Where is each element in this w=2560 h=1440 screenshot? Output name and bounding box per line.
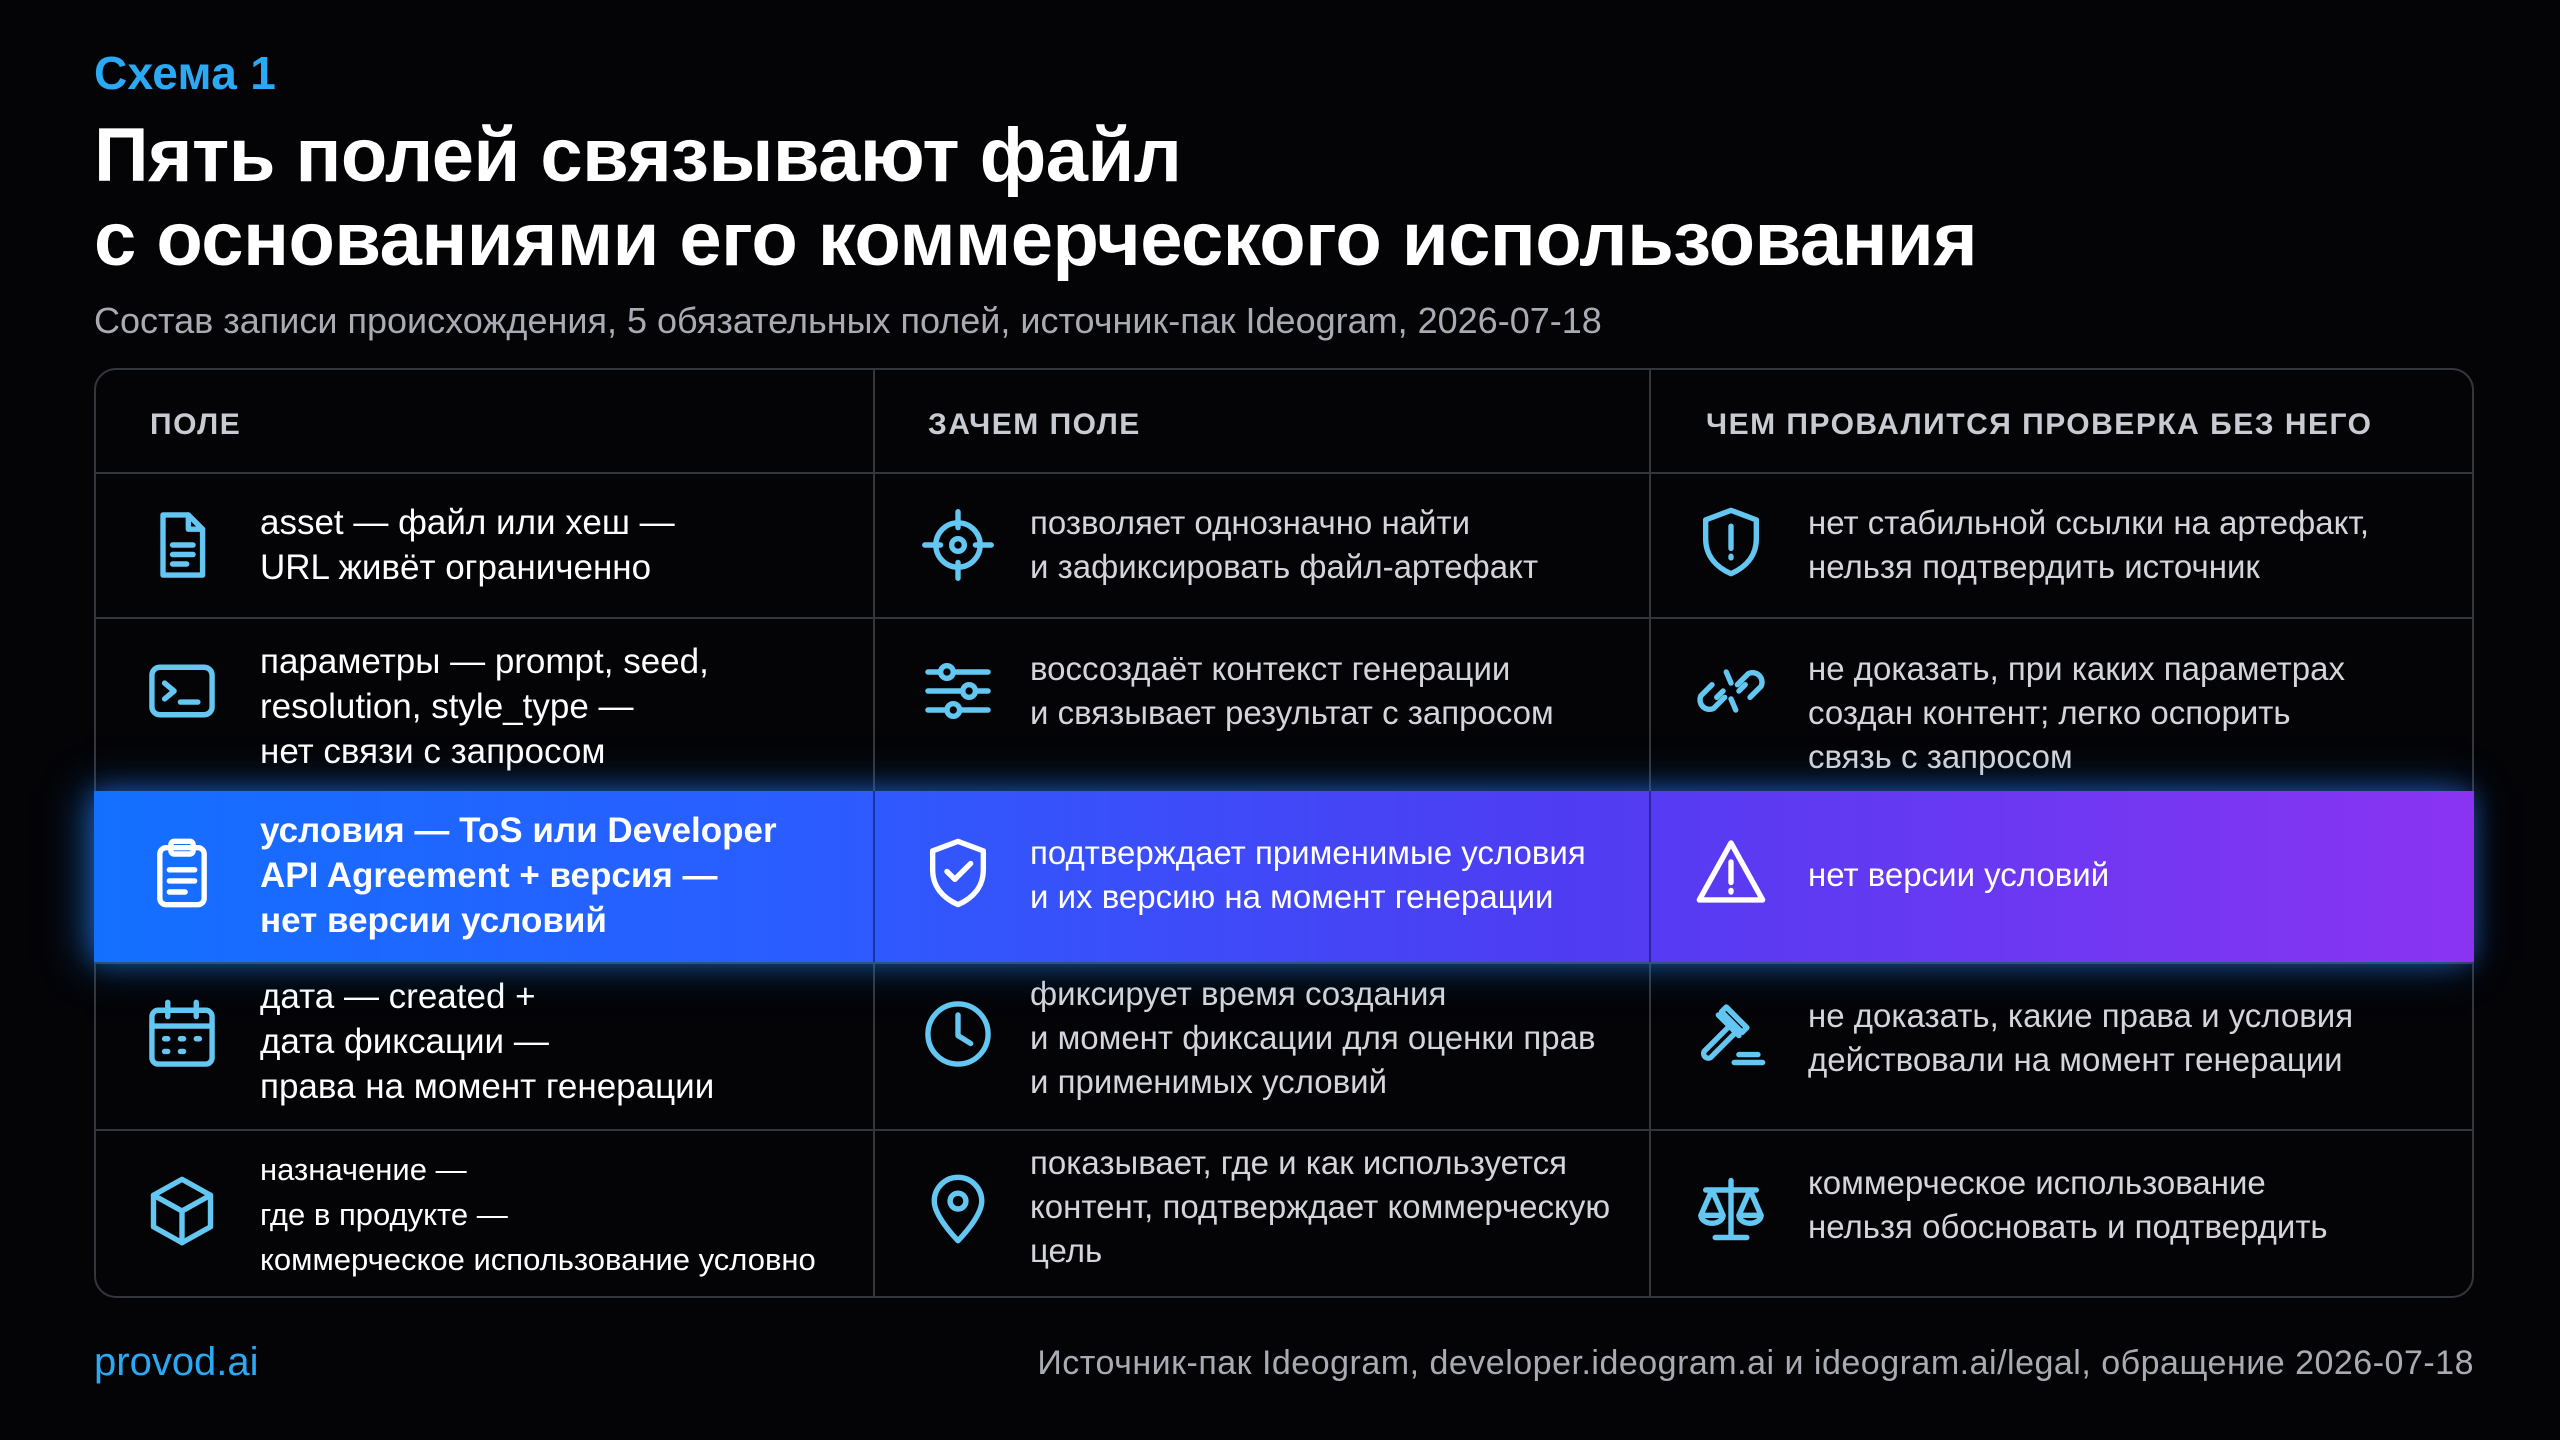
purpose-line: и связывает результат с запросом: [1030, 694, 1554, 731]
title-line-2: с основаниями его коммерческого использования: [94, 197, 1978, 282]
purpose-line: подтверждает применимые условия: [1030, 834, 1586, 871]
field-cell: [260, 639, 709, 774]
map-pin-icon: [920, 1171, 996, 1247]
failure-line: нельзя обосновать и подтвердить: [1808, 1208, 2328, 1245]
field-cell: [260, 500, 675, 590]
column-divider: [873, 791, 875, 962]
title-line-1: Пять полей связывают файл: [94, 113, 1182, 198]
broken-link-icon: [1693, 653, 1769, 729]
page-title: [94, 114, 2294, 282]
field-cell: [260, 974, 714, 1109]
section-label: Схема 1: [94, 47, 277, 99]
crosshair-icon: [920, 507, 996, 583]
calendar-icon: [144, 996, 220, 1072]
purpose-cell: [1030, 1141, 1610, 1273]
column-header-purpose: ЗАЧЕМ ПОЛЕ: [928, 408, 1141, 441]
purpose-line: и момент фиксации для оценки прав: [1030, 1019, 1596, 1056]
failure-line: нет стабильной ссылки на артефакт,: [1808, 504, 2370, 541]
failure-line: связь с запросом: [1808, 738, 2073, 775]
field-line: коммерческое использование условно: [260, 1242, 816, 1277]
terminal-icon: [144, 653, 220, 729]
failure-cell: [1808, 853, 2109, 897]
purpose-line: и зафиксировать файл-артефакт: [1030, 548, 1539, 585]
field-line: дата фиксации —: [260, 1022, 549, 1061]
warning-triangle-icon: [1693, 835, 1769, 911]
column-header-field: ПОЛЕ: [150, 408, 242, 441]
brand-logo-text: provod.ai: [94, 1340, 259, 1384]
field-line: нет версии условий: [260, 901, 607, 940]
column-header-failure: ЧЕМ ПРОВАЛИТСЯ ПРОВЕРКА БЕЗ НЕГО: [1706, 408, 2373, 441]
shield-alert-icon: [1693, 504, 1769, 580]
failure-cell: [1808, 994, 2353, 1082]
field-line: назначение —: [260, 1152, 467, 1187]
table-row-parameters: [96, 619, 2472, 791]
failure-line: нельзя подтвердить источник: [1808, 548, 2260, 585]
purpose-line: и применимых условий: [1030, 1063, 1388, 1100]
failure-line: коммерческое использование: [1808, 1164, 2266, 1201]
failure-line: создан контент; легко оспорить: [1808, 694, 2291, 731]
field-line: нет связи с запросом: [260, 732, 606, 771]
purpose-line: позволяет однозначно найти: [1030, 504, 1471, 541]
gavel-icon: [1693, 996, 1769, 1072]
failure-line: действовали на момент генерации: [1808, 1041, 2343, 1078]
document-icon: [144, 507, 220, 583]
purpose-line: показывает, где и как используется: [1030, 1144, 1567, 1181]
field-line: где в продукте —: [260, 1197, 508, 1232]
failure-line: нет версии условий: [1808, 856, 2110, 893]
purpose-line: фиксирует время создания: [1030, 975, 1447, 1012]
field-line: права на момент генерации: [260, 1067, 715, 1106]
field-cell: [260, 1147, 816, 1282]
field-cell: [260, 808, 777, 943]
table-row-terms: [94, 791, 2474, 962]
cube-icon: [144, 1173, 220, 1249]
column-divider: [1649, 791, 1651, 962]
purpose-cell: [1030, 647, 1554, 735]
sliders-icon: [920, 653, 996, 729]
field-line: параметры — prompt, seed,: [260, 642, 709, 681]
field-line: API Agreement + версия —: [260, 856, 718, 895]
purpose-line: и их версию на момент генерации: [1030, 878, 1554, 915]
purpose-cell: [1030, 501, 1538, 589]
purpose-line: цель: [1030, 1232, 1103, 1269]
purpose-line: контент, подтверждает коммерческую: [1030, 1188, 1611, 1225]
purpose-line: воссоздаёт контекст генерации: [1030, 650, 1511, 687]
purpose-cell: [1030, 972, 1596, 1104]
source-note: Источник-пак Ideogram, developer.ideogram.ai и ideogram.ai/legal, обращение 2026-07-18: [1037, 1344, 2474, 1382]
shield-check-icon: [920, 835, 996, 911]
field-line: asset — файл или хеш —: [260, 503, 675, 542]
scales-icon: [1693, 1171, 1769, 1247]
table-row-asset: [96, 474, 2472, 617]
field-line: дата — created +: [260, 977, 536, 1016]
failure-cell: [1808, 501, 2369, 589]
clipboard-icon: [144, 835, 220, 911]
failure-line: не доказать, какие права и условия: [1808, 997, 2354, 1034]
failure-line: не доказать, при каких параметрах: [1808, 650, 2345, 687]
clock-icon: [920, 996, 996, 1072]
table-row-purpose: [96, 1131, 2472, 1298]
page-subtitle: Состав записи происхождения, 5 обязательных полей, источник-пак Ideogram, 2026-07-18: [94, 300, 1602, 341]
table-row-date: [96, 964, 2472, 1129]
field-line: условия — ToS или Developer: [260, 811, 777, 850]
failure-cell: [1808, 647, 2345, 779]
failure-cell: [1808, 1161, 2328, 1249]
field-line: URL живёт ограниченно: [260, 548, 652, 587]
provenance-table: [94, 368, 2474, 1298]
field-line: resolution, style_type —: [260, 687, 634, 726]
purpose-cell: [1030, 831, 1586, 919]
